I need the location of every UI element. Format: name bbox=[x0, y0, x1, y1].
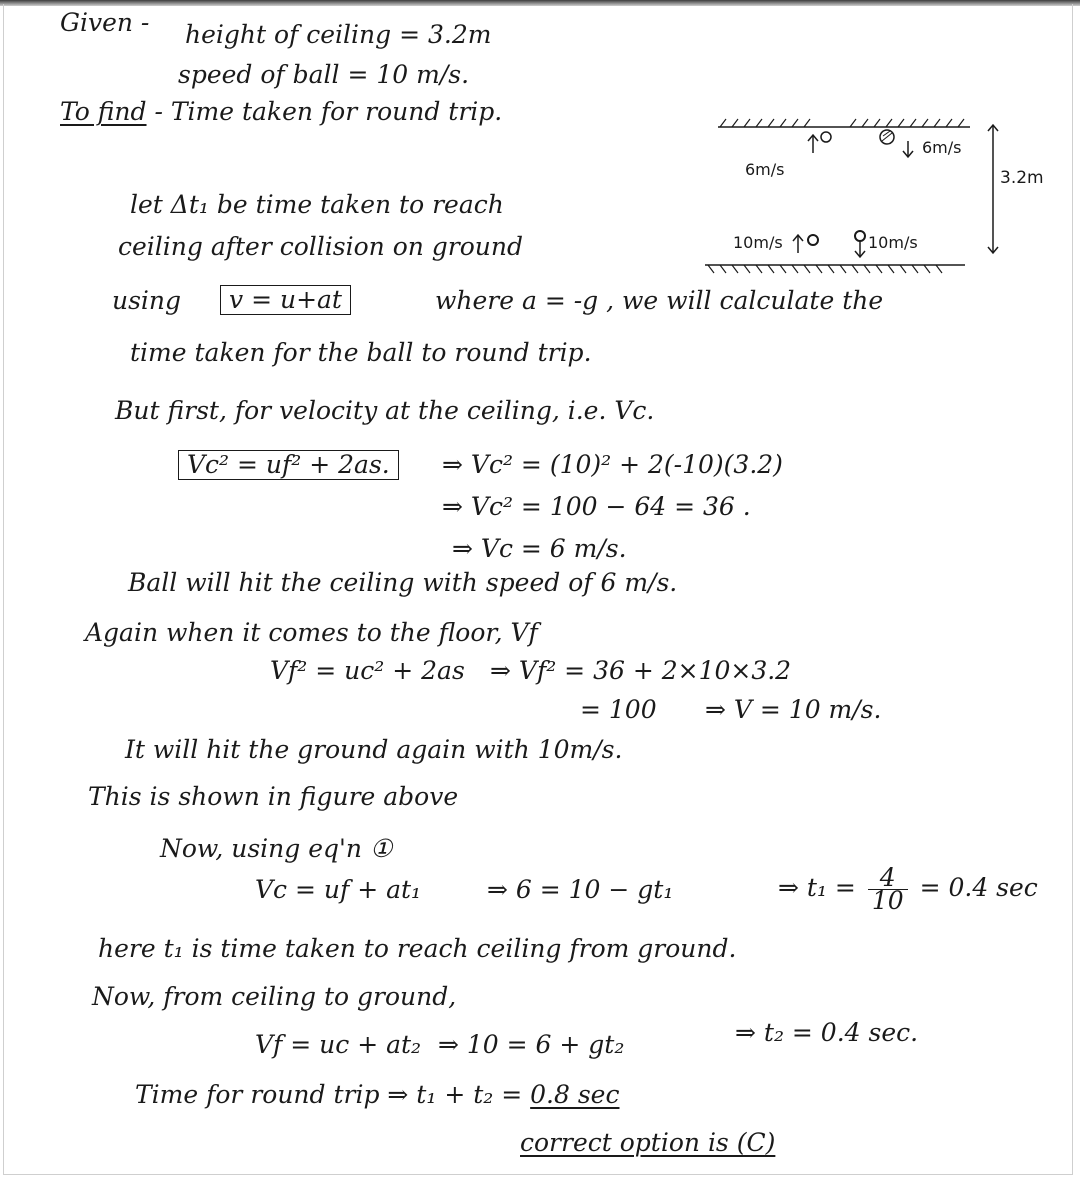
calc-3: ⇒ Vc = 6 m/s. bbox=[452, 534, 627, 563]
calc-t2-eq: ⇒ 10 = 6 + gt₂ bbox=[438, 1030, 625, 1059]
to-find-label: To find bbox=[60, 97, 147, 126]
line-ceiling: ceiling after collision on ground bbox=[118, 232, 524, 261]
calc-vf-2: = 100 bbox=[580, 695, 657, 724]
to-find-row bbox=[60, 97, 502, 127]
total-time: 0.8 sec bbox=[530, 1080, 620, 1109]
formula-vc2: Vc² = uf² + 2as. bbox=[178, 450, 399, 480]
line-here: here t₁ is time taken to reach ceiling from ground. bbox=[98, 934, 737, 963]
ball-diagram bbox=[700, 105, 1070, 280]
time-round-label: Time for round trip ⇒ t₁ + t₂ = bbox=[135, 1080, 523, 1109]
calc-1: ⇒ Vc² = (10)² + 2(-10)(3.2) bbox=[442, 450, 783, 479]
calc-t1-formula: Vc = uf + at₁ bbox=[255, 875, 422, 904]
calc-t1-res-pre: ⇒ t₁ = bbox=[778, 873, 856, 902]
line-shown: This is shown in figure above bbox=[88, 782, 459, 811]
given-label: Given - bbox=[60, 8, 150, 37]
calc-t2-res: ⇒ t₂ = 0.4 sec. bbox=[735, 1018, 919, 1047]
line-time-round bbox=[135, 1080, 619, 1110]
line-let: let Δt₁ be time taken to reach bbox=[130, 190, 504, 219]
label-10ms-right: 10m/s bbox=[868, 233, 918, 252]
calc-t1-eq: ⇒ 6 = 10 − gt₁ bbox=[487, 875, 674, 904]
calc-t1-result bbox=[778, 863, 1038, 915]
line-now-from: Now, from ceiling to ground, bbox=[92, 982, 457, 1011]
line-hit-ground: It will hit the ground again with 10m/s. bbox=[125, 735, 623, 764]
calc-vf-3: ⇒ V = 10 m/s. bbox=[705, 695, 882, 724]
label-6ms-right: 6m/s bbox=[922, 138, 962, 157]
ball-floor-left bbox=[808, 235, 818, 245]
floor-hatch bbox=[708, 265, 942, 273]
calc-vf-1: ⇒ Vf² = 36 + 2×10×3.2 bbox=[490, 656, 792, 685]
ball-ceiling-left bbox=[821, 132, 831, 142]
given-speed: speed of ball = 10 m/s. bbox=[178, 60, 470, 89]
line-time-taken: time taken for the ball to round trip. bbox=[130, 338, 592, 367]
label-10ms-left: 10m/s bbox=[733, 233, 783, 252]
line-now-using: Now, using eq'n ① bbox=[160, 834, 393, 863]
formula-vuat: v = u+at bbox=[220, 285, 351, 315]
calc-t1-den: 10 bbox=[871, 886, 904, 915]
formula-vuat-box bbox=[220, 285, 351, 315]
given-height: height of ceiling = 3.2m bbox=[185, 20, 492, 49]
calc-vf-formula: Vf² = uc² + 2as bbox=[270, 656, 465, 685]
ceiling-hatch bbox=[720, 119, 964, 127]
calc-t1-fraction bbox=[868, 863, 908, 915]
line-again: Again when it comes to the floor, Vf bbox=[85, 618, 538, 647]
line-using: using bbox=[112, 286, 182, 315]
correct-option: correct option is (C) bbox=[520, 1128, 776, 1157]
label-height: 3.2m bbox=[1000, 168, 1044, 188]
to-find-text: - Time taken for round trip. bbox=[154, 97, 503, 126]
line-ball-hit: Ball will hit the ceiling with speed of 6 m/s. bbox=[128, 568, 678, 597]
line-correct bbox=[520, 1128, 775, 1158]
label-6ms-left: 6m/s bbox=[745, 160, 785, 179]
ball-floor-right bbox=[855, 231, 865, 241]
formula-vc2-box bbox=[178, 450, 399, 480]
calc-t1-res-post: = 0.4 sec bbox=[919, 873, 1038, 902]
calc-2: ⇒ Vc² = 100 − 64 = 36 . bbox=[442, 492, 751, 521]
line-where: where a = -g , we will calculate the bbox=[435, 286, 884, 315]
calc-t2-formula: Vf = uc + at₂ bbox=[255, 1030, 422, 1059]
line-but-first: But first, for velocity at the ceiling, i.e. Vc. bbox=[115, 396, 655, 425]
calc-t1-num: 4 bbox=[868, 867, 908, 890]
